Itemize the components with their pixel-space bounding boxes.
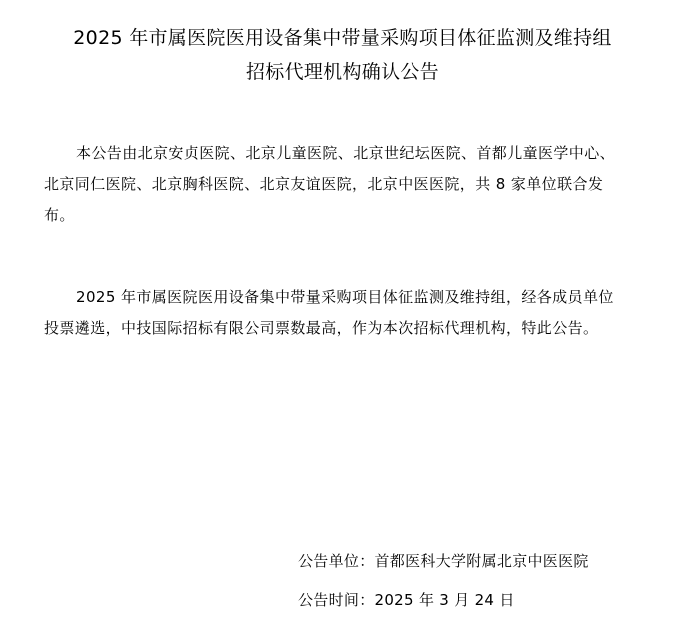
notice-paragraph-issuers: 本公告由北京安贞医院、北京儿童医院、北京世纪坛医院、首都儿童医学中心、北京同仁医院、北京胸科医院、北京友谊医院，北京中医医院，共 8 家单位联合发布。: [44, 144, 616, 224]
notice-date: 公告时间：2025 年 3 月 24 日: [298, 591, 515, 609]
notice-paragraph-result: 2025 年市属医院医用设备集中带量采购项目体征监测及维持组，经各成员单位投票遴选，中技国际招标有限公司票数最高，作为本次招标代理机构，特此公告。: [44, 288, 614, 337]
notice-title-line-2: 招标代理机构确认公告: [245, 61, 439, 83]
notice-issuer: 公告单位：首都医科大学附属北京中医医院: [298, 552, 589, 570]
notice-title-line-1: 2025 年市属医院医用设备集中带量采购项目体征监测及维持组: [73, 27, 612, 49]
